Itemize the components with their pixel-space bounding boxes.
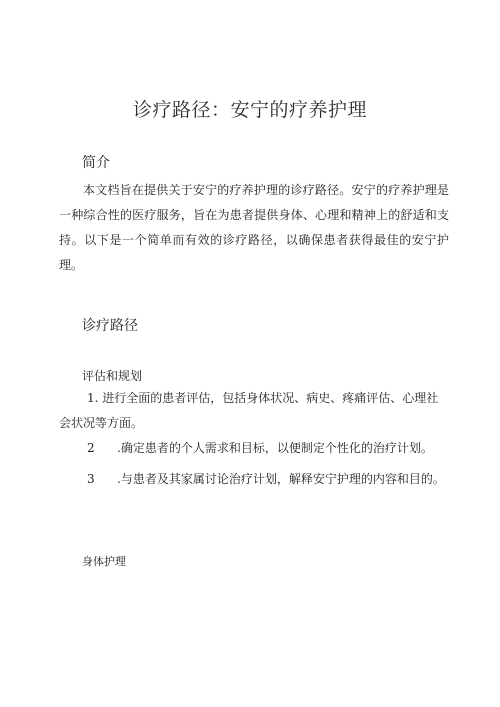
list-item-2 (59, 436, 449, 461)
list-item-1 (59, 386, 449, 436)
list-item-number: 2 (87, 441, 95, 455)
intro-heading: 简介 (82, 155, 110, 171)
list-item-text: . 进行全面的患者评估，包括身体状况、病史、疼痛评估、心理社会状况等方面。 (59, 391, 439, 430)
body-care-heading: 身体护理 (82, 555, 126, 568)
list-item-text: .与患者及其家属讨论治疗计划，解释安宁护理的内容和目的。 (117, 472, 445, 486)
assessment-heading: 评估和规划 (82, 369, 143, 383)
intro-paragraph: 本文档旨在提供关于安宁的疗养护理的诊疗路径。安宁的疗养护理是一种综合性的医疗服务，旨在为患者提供身体、心理和精神上的舒适和支持。以下是一个简单而有效的诊疗路径，以确保患者获得最佳的安宁护理。 (59, 183, 449, 272)
path-heading: 诊疗路径 (82, 318, 138, 334)
list-item-number: 3 (87, 472, 95, 486)
page-title: 诊疗路径：安宁的疗养护理 (132, 99, 367, 121)
list-item-number: 1 (87, 391, 95, 405)
list-item-3 (59, 467, 449, 492)
list-item-text: .确定患者的个人需求和目标，以便制定个性化的治疗计划。 (117, 441, 433, 455)
